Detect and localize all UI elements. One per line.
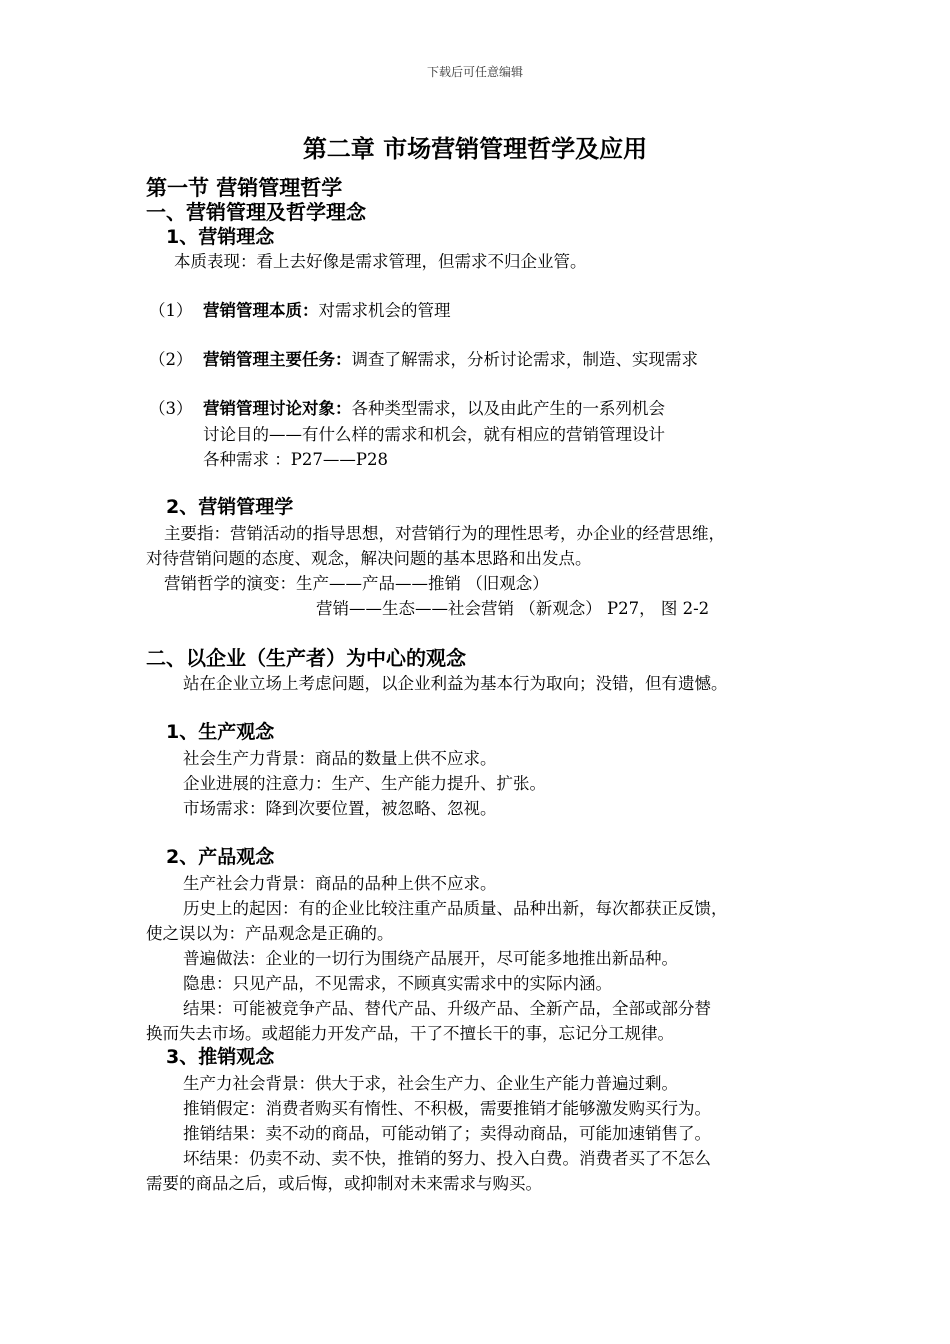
- item-label: 营销管理主要任务：: [203, 350, 352, 369]
- page-header: 下载后可任意编辑: [426, 65, 523, 79]
- part2-heading: 二、以企业（生产者）为中心的观念: [146, 646, 466, 670]
- part1-sub1-heading: 1、营销理念: [166, 226, 275, 248]
- part2-sub2-heading: 2、产品观念: [166, 846, 275, 868]
- paragraph-line: 推销假定：消费者购买有惰性、不积极，需要推销才能够激发购买行为。: [183, 1099, 711, 1118]
- list-item: [203, 303, 451, 320]
- item3-line2: 讨论目的——有什么样的需求和机会，就有相应的营销管理设计: [203, 425, 665, 444]
- part2-sub1-heading: 1、生产观念: [166, 721, 275, 743]
- paragraph-line: 营销哲学的演变：生产——产品——推销 （旧观念）: [164, 574, 549, 593]
- part2-sub3-heading: 3、推销观念: [166, 1046, 275, 1068]
- paragraph-line: 主要指：营销活动的指导思想，对营销行为的理性思考，办企业的经营思维，: [164, 524, 725, 543]
- paragraph-line: 坏结果：仍卖不动、卖不快，推销的努力、投入白费。消费者买了不怎么: [183, 1149, 711, 1168]
- item-number: （1）: [149, 301, 193, 320]
- paragraph-line: 企业进展的注意力：生产、生产能力提升、扩张。: [183, 774, 546, 793]
- item-text: 调查了解需求，分析讨论需求，制造、实现需求: [351, 350, 698, 369]
- part1-sub2-heading: 2、营销管理学: [166, 496, 294, 518]
- part2-intro: 站在企业立场上考虑问题，以企业利益为基本行为取向；没错，但有遗憾。: [183, 674, 728, 693]
- item-text: 各种类型需求，以及由此产生的一系列机会: [351, 399, 665, 418]
- chapter-title: 第二章 市场营销管理哲学及应用: [302, 135, 648, 163]
- list-item: [203, 352, 698, 369]
- paragraph-line: 普遍做法：企业的一切行为围绕产品展开，尽可能多地推出新品种。: [183, 949, 678, 968]
- item3-line3: 各种需求 ：P27——P28: [203, 450, 388, 469]
- paragraph-line: 生产力社会背景：供大于求，社会生产力、企业生产能力普遍过剩。: [183, 1074, 678, 1093]
- paragraph-line: 使之误以为：产品观念是正确的。: [146, 924, 394, 943]
- item-label: 营销管理讨论对象：: [203, 399, 352, 418]
- paragraph-line: 对待营销问题的态度、观念，解决问题的基本思路和出发点。: [146, 549, 592, 568]
- paragraph-line: 需要的商品之后，或后悔，或抑制对未来需求与购买。: [146, 1174, 542, 1193]
- paragraph-line: 社会生产力背景：商品的数量上供不应求。: [183, 749, 497, 768]
- paragraph-line: 隐患：只见产品，不见需求，不顾真实需求中的实际内涵。: [183, 974, 612, 993]
- item-text: 对需求机会的管理: [318, 301, 451, 320]
- paragraph-line: 结果：可能被竞争产品、替代产品、升级产品、全新产品，全部或部分替: [183, 999, 711, 1018]
- paragraph-line: 换而失去市场。或超能力开发产品，干了不擅长干的事，忘记分工规律。: [146, 1024, 674, 1043]
- list-item: [203, 401, 665, 418]
- paragraph-line: 历史上的起因：有的企业比较注重产品质量、品种出新，每次都获正反馈，: [183, 899, 728, 918]
- paragraph-line: 生产社会力背景：商品的品种上供不应求。: [183, 874, 497, 893]
- section-heading: 第一节 营销管理哲学: [146, 175, 343, 200]
- part1-heading: 一、营销管理及哲学理念: [146, 200, 366, 224]
- item-label: 营销管理本质：: [203, 301, 319, 320]
- paragraph-line: 营销——生态——社会营销 （新观念） P27， 图 2-2: [316, 599, 710, 618]
- paragraph-line: 市场需求：降到次要位置，被忽略、忽视。: [183, 799, 497, 818]
- essence-text: 本质表现：看上去好像是需求管理，但需求不归企业管。: [174, 252, 587, 271]
- paragraph-line: 推销结果：卖不动的商品，可能动销了；卖得动商品，可能加速销售了。: [183, 1124, 711, 1143]
- item-number: （3）: [149, 399, 193, 418]
- item-number: （2）: [149, 350, 193, 369]
